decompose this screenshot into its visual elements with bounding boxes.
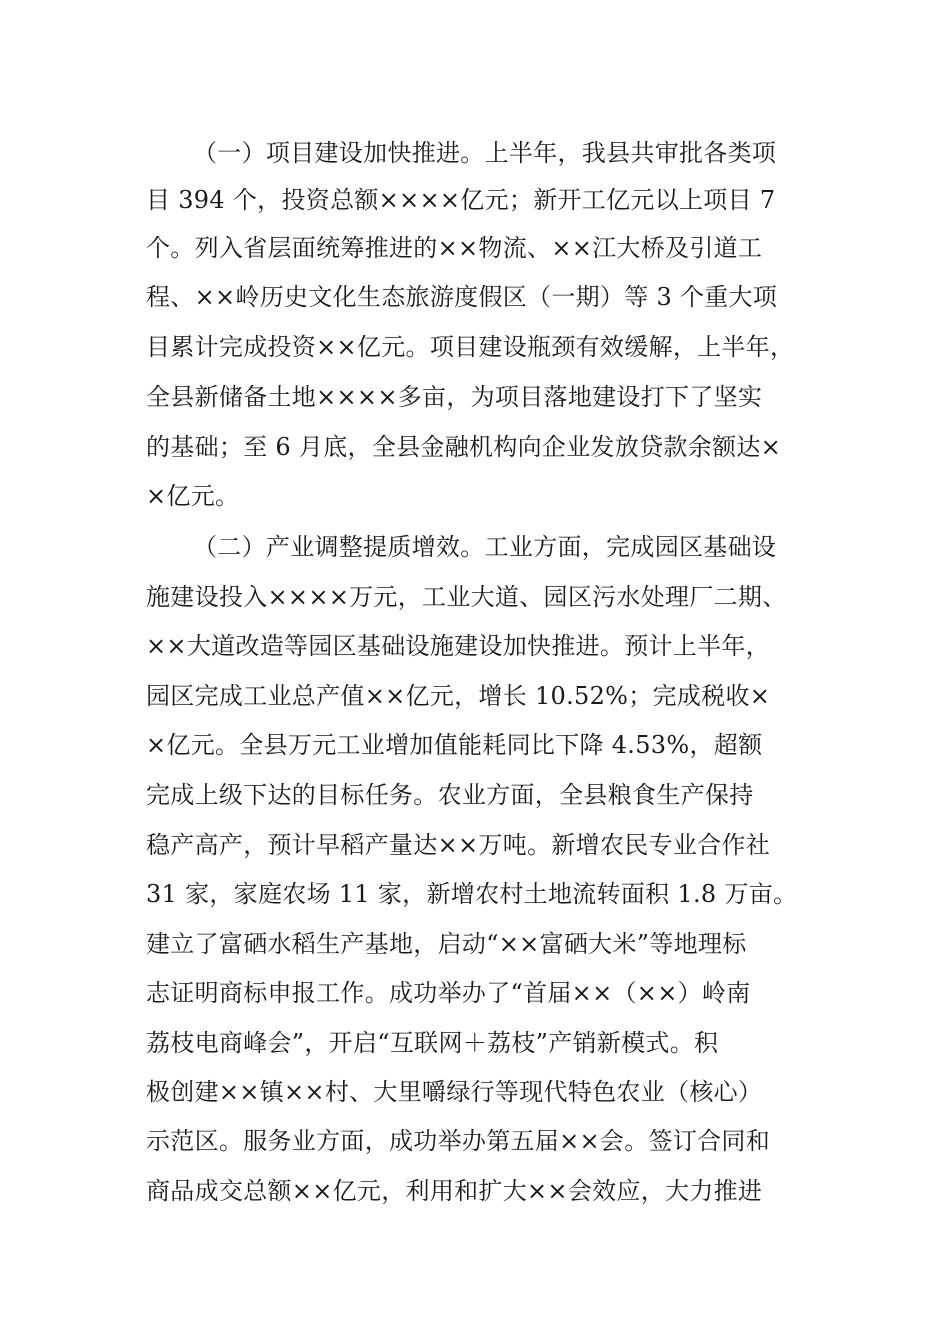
paragraph-1-line-7: 的基础；至 6 月底，全县金融机构向企业发放贷款余额达× <box>146 433 782 461</box>
paragraph-2-line-1: （二）产业调整提质增效。工业方面，完成园区基础设 <box>193 533 777 561</box>
paragraph-2-line-3: ××大道改造等园区基础设施建设加快推进。预计上半年， <box>146 632 771 660</box>
paragraph-1-line-5: 目累计完成投资××亿元。项目建设瓶颈有效缓解，上半年， <box>146 333 795 361</box>
paragraph-2-line-5: ×亿元。全县万元工业增加值能耗同比下降 4.53%，超额 <box>146 731 763 759</box>
paragraph-1-line-1: （一）项目建设加快推进。上半年，我县共审批各类项 <box>193 139 777 167</box>
paragraph-1-line-8: ×亿元。 <box>146 482 240 510</box>
paragraph-2-line-11: 荔枝电商峰会”，开启“互联网＋荔枝”产销新模式。积 <box>146 1029 719 1057</box>
paragraph-1-line-6: 全县新储备土地××××多亩，为项目落地建设打下了坚实 <box>146 383 763 411</box>
paragraph-2-line-8: 31 家，家庭农场 11 家，新增农村土地流转面积 1.8 万亩。 <box>146 880 798 908</box>
paragraph-2-line-12: 极创建××镇××村、大里嚼绿行等现代特色农业（核心） <box>146 1078 763 1106</box>
paragraph-2-line-2: 施建设投入××××万元，工业大道、园区污水处理厂二期、 <box>146 583 787 611</box>
paragraph-2-line-10: 志证明商标申报工作。成功举办了“首届××（××）岭南 <box>146 979 751 1007</box>
paragraph-2-line-13: 示范区。服务业方面，成功举办第五届××会。签订合同和 <box>146 1127 771 1155</box>
paragraph-1-line-2: 目 394 个，投资总额××××亿元；新开工亿元以上项目 7 <box>146 186 776 214</box>
paragraph-2-line-9: 建立了富硒水稻生产基地，启动“××富硒大米”等地理标 <box>146 930 747 958</box>
paragraph-2-line-4: 园区完成工业总产值××亿元，增长 10.52%；完成税收× <box>146 682 771 710</box>
paragraph-2-line-6: 完成上级下达的目标任务。农业方面，全县粮食生产保持 <box>146 781 754 809</box>
paragraph-2-line-14: 商品成交总额××亿元，利用和扩大××会效应，大力推进 <box>146 1177 763 1205</box>
paragraph-1-line-4: 程、××岭历史文化生态旅游度假区（一期）等 3 个重大项 <box>146 283 778 311</box>
paragraph-1-line-3: 个。列入省层面统筹推进的××物流、××江大桥及引道工 <box>146 234 763 262</box>
paragraph-2-line-7: 稳产高产，预计早稻产量达××万吨。新增农民专业合作社 <box>146 831 771 859</box>
